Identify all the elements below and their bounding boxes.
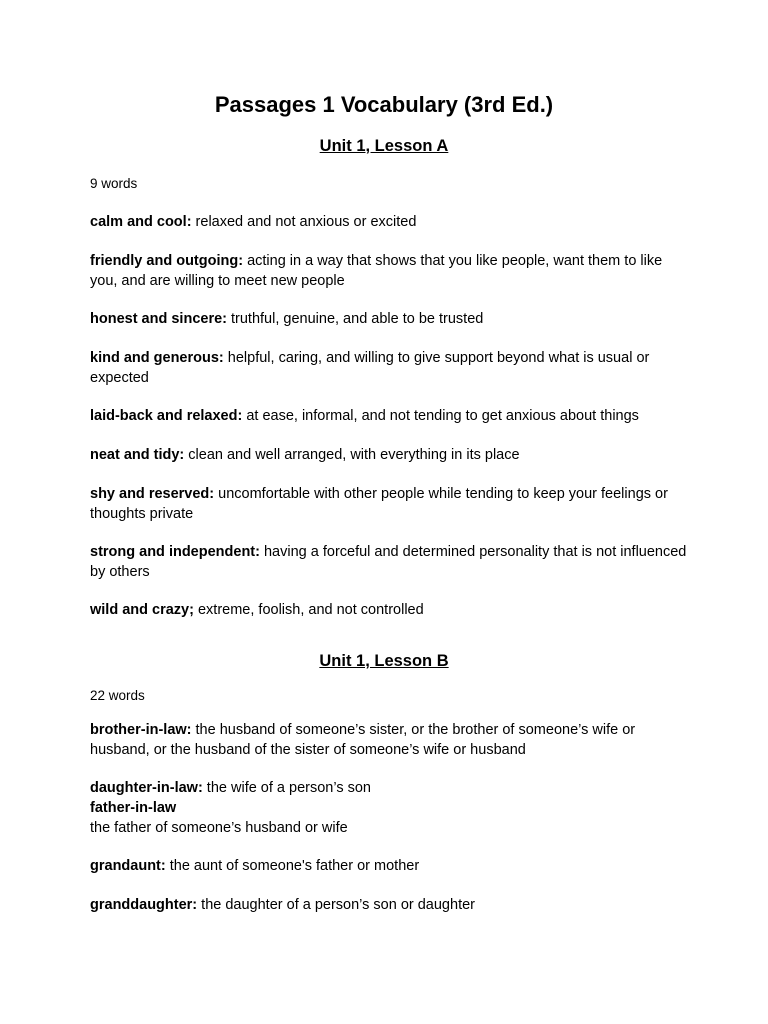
vocab-term: shy and reserved: xyxy=(90,486,215,502)
vocab-term: neat and tidy: xyxy=(90,447,185,463)
vocab-term: brother-in-law: xyxy=(90,722,192,738)
vocab-entry xyxy=(90,895,690,915)
vocab-term: granddaughter: xyxy=(90,897,198,913)
vocab-entry xyxy=(90,720,690,760)
vocab-definition: helpful, caring, and willing to give support beyond what is usual or expected xyxy=(90,350,650,386)
vocab-term: friendly and outgoing: xyxy=(90,253,244,269)
vocab-term: grandaunt: xyxy=(90,858,166,874)
vocab-term: wild and crazy; xyxy=(90,602,194,618)
vocab-entry xyxy=(90,445,690,465)
vocab-term: laid-back and relaxed: xyxy=(90,408,243,424)
vocab-definition: the father of someone’s husband or wife xyxy=(90,820,348,836)
vocab-term: kind and generous: xyxy=(90,350,224,366)
vocab-definition: the wife of a person’s son xyxy=(202,780,371,796)
vocab-definition: uncomfortable with other people while tending to keep your feelings or thoughts private xyxy=(90,486,668,522)
vocab-definition: clean and well arranged, with everything in its place xyxy=(184,447,520,463)
vocab-definition: truthful, genuine, and able to be trusted xyxy=(226,311,484,327)
vocab-term: calm and cool: xyxy=(90,214,192,230)
vocab-term: daughter-in-law: xyxy=(90,780,203,796)
vocab-definition: extreme, foolish, and not controlled xyxy=(193,602,424,618)
section-heading-unit1-lesson-a: Unit 1, Lesson A xyxy=(319,137,449,155)
section-heading-unit1-lesson-b: Unit 1, Lesson B xyxy=(319,652,449,670)
vocab-definition: the daughter of a person’s son or daughter xyxy=(197,897,475,913)
vocab-entry xyxy=(90,600,690,620)
word-count-lesson-a: 9 words xyxy=(90,176,138,191)
vocab-entry xyxy=(90,484,690,524)
vocab-definition: relaxed and not anxious or excited xyxy=(191,214,417,230)
vocab-entry xyxy=(90,406,690,426)
vocab-term: father-in-law xyxy=(90,800,177,816)
vocab-definition: acting in a way that shows that you like people, want them to like you, and are willing to meet new people xyxy=(90,253,663,289)
vocab-entry xyxy=(90,856,690,876)
vocab-definition: the aunt of someone's father or mother xyxy=(165,858,420,874)
vocab-entry xyxy=(90,212,690,232)
vocab-term: honest and sincere: xyxy=(90,311,227,327)
word-count-lesson-b: 22 words xyxy=(90,688,145,703)
vocab-entry xyxy=(90,348,690,388)
vocab-entry xyxy=(90,251,690,291)
vocab-entry xyxy=(90,542,690,582)
vocab-definition: at ease, informal, and not tending to get anxious about things xyxy=(242,408,639,424)
vocab-term: strong and independent: xyxy=(90,544,260,560)
vocab-entry xyxy=(90,778,690,798)
vocab-entry xyxy=(90,309,690,329)
vocab-definition: having a forceful and determined personality that is not influenced by others xyxy=(90,544,687,580)
document-title: Passages 1 Vocabulary (3rd Ed.) xyxy=(214,92,554,117)
vocab-definition: the husband of someone’s sister, or the brother of someone’s wife or husband, or the husband of the sister of someone’s wife or husband xyxy=(90,722,636,758)
vocab-entry xyxy=(90,798,690,838)
